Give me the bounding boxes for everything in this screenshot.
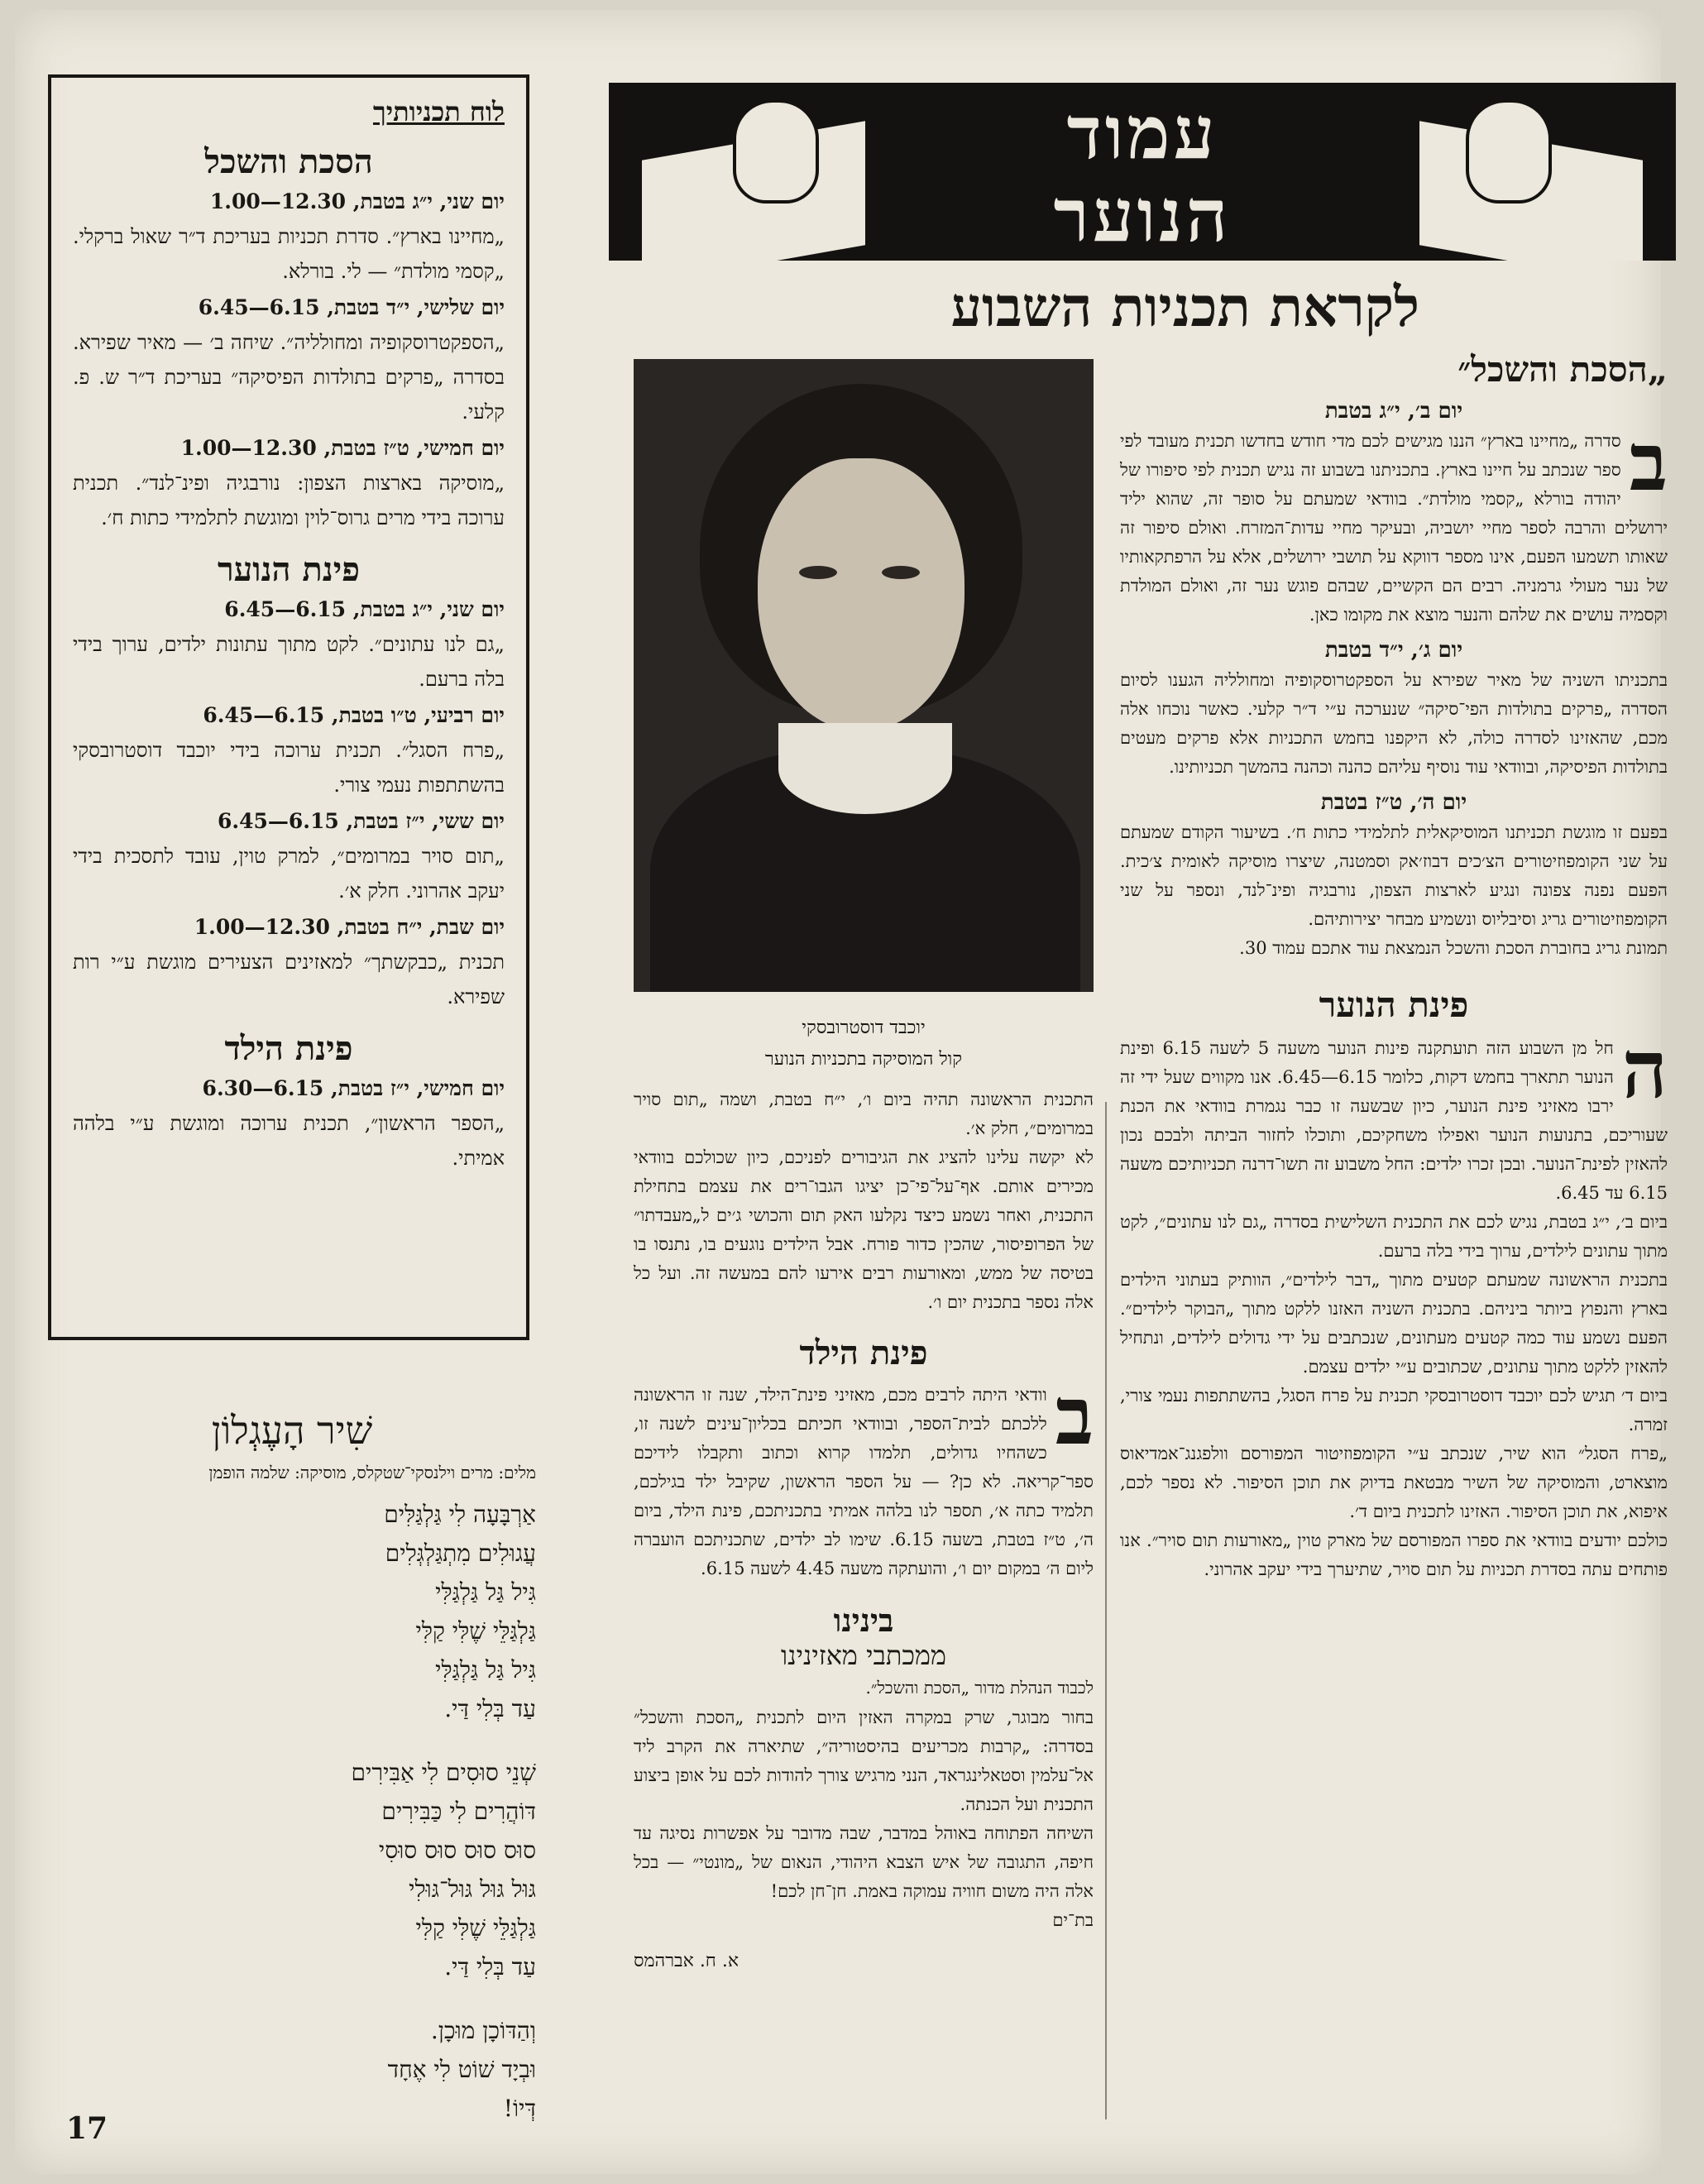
poem-line: שְׁנֵי סוּסִים לִי אַבִּירִים <box>351 1759 536 1786</box>
middle-column <box>634 1085 1094 1971</box>
article-paragraph: בתכנית הראשונה שמעתם קטעים מתוך „דבר לילדים״, הוותיק בעתוני הילדים בארץ והנפוץ ביותר ביניהם. בתכנית השניה האזנו ללקט מתוך „הבוקר לילדים״. הפעם נשמע עוד כמה קטעים מעתונים, שנכתבים על ידי גדולים לילדים, ונתחיל להאזין ללקט מתוך עתונים, שכתובים ע״י ילדים עצמם. <box>1120 1270 1668 1377</box>
letter-place: בת־ים <box>1052 1910 1094 1930</box>
caption-role: קול המוסיקה בתכניות הנוער <box>764 1049 963 1070</box>
schedule-title: לוח תכניותיך <box>373 96 505 127</box>
drop-cap: ה <box>1621 1023 1668 1116</box>
page-headline: לקראת תכניות השבוע <box>950 275 1419 339</box>
schedule-section-title: פינת הילד <box>224 1029 353 1068</box>
poem-title: שִׁיר הָעֶגְלוֹן <box>211 1408 373 1453</box>
schedule-entry-date: יום רביעי, ט״ו בטבת, 6.15—6.45 <box>203 703 505 727</box>
schedule-entry-text: „פרח הסגל״. תכנית ערוכה בידי יוכבד דוסטרובסקי בהשתתפות נעמי צורי. <box>73 739 505 797</box>
article-paragraph: ביום ב׳, י״ג בטבת, נגיש לכם את התכנית השלישית בסדרה „גם לנו עתונים״, לקט מתוך עתונים לילדים, ערוך בידי בלה ברעם. <box>1120 1212 1668 1261</box>
schedule-entry-date: יום חמישי, ט״ז בטבת, 12.30—1.00 <box>180 436 505 460</box>
schedule-section-title: הסכת והשכל <box>204 142 373 181</box>
right-column <box>1120 349 1668 1584</box>
schedule-entry-text: „גם לנו עתונים״. לקט מתוך עתונות ילדים, ערוך בידי בלה ברעם. <box>73 633 505 691</box>
caption-name: יוכבד דוסטרובסקי <box>802 1018 926 1038</box>
letter-paragraph: השיחה הפתוחה באוהל במדבר, שבה מדובר על אפשרות נסיגה עד חיפה, התגובה של איש הצבא היהודי, הנאום של „מונטי״ — בכל אלה היה משום חוויה עמוקה באמת. חן־חן לכם! <box>634 1823 1094 1901</box>
article-paragraph: ביום ד׳ תגיש לכם יוכבד דוסטרובסקי תכנית על פרח הסגל, בהשתתפות נעמי צורי, זמרה. <box>1120 1386 1668 1434</box>
photo-caption <box>634 1013 1094 1075</box>
article-paragraph: לא יקשה עלינו להציג את הגיבורים לפניכם, כיון שכולכם בוודאי מכירים אותם. אף־על־פי־כן יציגו הגבו־רים את עצמם בתחילת התכנית, ואחר נשמע כיצד נקלעו האק תום והכושי ג׳ים ל„מעבדתו״ של הפרופיסור, שהכין כדור פורח. אבל הילדים נוגעים בו, נתנסו בו בטיסה של ממש, ומאורעות רבים אירעו להם במעשה זה. ועל כל אלה נספר בתכנית יום ו׳. <box>634 1147 1094 1312</box>
schedule-entry-text: „הספקטרוסקופיה ומחולליה״. שיחה ב׳ — מאיר שפירא. בסדרה „פרקים בתולדות הפיסיקה״ בעריכת ד״ר ש. פ. קלעי. <box>73 331 505 424</box>
section-heading: „הסכת והשכל״ <box>1457 349 1668 390</box>
poem-line: דּוֹהֲרִים לִי כַּבִּירִים <box>381 1798 536 1825</box>
letters-subheading: ממכתבי מאזינינו <box>781 1640 946 1671</box>
poem-line: גִּיל גַּל גַּלְגַּלִּי <box>435 1656 536 1684</box>
section-heading: פינת הנוער <box>1319 984 1469 1025</box>
poem-block <box>48 1408 536 2122</box>
article-paragraph: התכנית הראשונה תהיה ביום ו׳, י״ח בטבת, ושמה „תום סויר במרומים״, חלק א׳. <box>634 1090 1094 1138</box>
article-paragraph: כולכם יודעים בוודאי את ספרו המפורסם של מארק טוין „מאורעות תום סויר״. אנו פותחים עתה בסדרת תכניות על תום סויר, שתיערך בידי יעקב אהרוני. <box>1120 1530 1668 1579</box>
poem-line: וּבְיָד שׁוֹט לִי אֶחָד <box>387 2056 536 2083</box>
schedule-entry-date: יום שבת, י״ח בטבת, 12.30—1.00 <box>194 915 505 939</box>
schedule-entry-date: יום שני, י״ג בטבת, 12.30—1.00 <box>209 189 505 213</box>
poem-line: וְהַדּוֹכָן מוּכָן. <box>430 2017 536 2044</box>
letter-salutation: לכבוד הנהלת מדור „הסכת והשכל״. <box>865 1678 1094 1698</box>
poem-line: גִּיל גַּל גַּלְגַּלִּי <box>435 1578 536 1606</box>
schedule-entry-text: „תום סויר במרומים״, למרק טוין, עובד לתסכית בידי יעקב אהרוני. חלק א׳. <box>73 845 505 903</box>
poem-line: אַרְבָּעָה לִי גַּלְגַּלִּים <box>384 1501 536 1528</box>
masthead-title-line1: עמוד <box>1066 89 1218 175</box>
letters-heading: בינינו <box>833 1602 894 1639</box>
article-paragraph: בפעם זו מוגשת תכניתנו המוסיקאלית לתלמידי כתות ח׳. בשיעור הקודם שמעתם על שני הקומפוזיטורים הצ׳כים דבוז׳אק וסמטנה, שיצרו מוסיקה לאומית צ׳כית. הפעם נפנה צפונה ונגיע לארצות הצפון, נורבגיה ופינ־לנד, ונספר על שני הקומפוזיטורים גריג וסיבליוס ונשמיע מבחר יצירותיהם. <box>1120 822 1668 929</box>
schedule-entry-text: „מחיינו בארץ״. סדרת תכניות בעריכת ד״ר שאול ברקלי. „קסמי מולדת״ — לי. בורלא. <box>73 225 505 283</box>
poem-line: דְּיוֹ! <box>503 2095 536 2122</box>
masthead-title-line2: הנוער <box>1053 172 1232 258</box>
article-paragraph: ה חל מן השבוע הזה תועתקנה פינות הנוער משעה 5 לשעה 6.15 ופינת הנוער תתארך בחמש דקות, כלומר 6.15—6.45. אנו מקווים שעל ידי זה ירבו מאזיני פינת הנוער, כיון שבשעה זו כבר נגמרת בוודאי את הכנת שעוריכם, בתנועות הנוער ואפילו משחקיכם, ותוכלו לחזור הביתה ולבכם נכון להאזין לפינת־הנוער. ובכן זכרו ילדים: החל משבוע זה תשו־דרנה תכניותיכם משעה 6.15 עד 6.45. <box>1120 1023 1668 1203</box>
day-heading: יום ה׳, ט״ז בטבת <box>1320 790 1467 815</box>
drop-cap: ב <box>1055 1369 1094 1463</box>
drop-cap: ב <box>1629 415 1668 509</box>
poem-line: עַד בְּלִי דַּי. <box>444 1953 536 1980</box>
schedule-entry-date: יום שני, י״ג בטבת, 6.15—6.45 <box>224 597 505 621</box>
poem-line: עֲגוּלִים מִתְגַּלְגְּלִים <box>385 1540 536 1567</box>
poem-line: גַּלְגַּלֵּי שֶׁלִּי קַלִּי <box>415 1617 536 1645</box>
schedule-entry-text: „הספר הראשון״, תכנית ערוכה ומוגשת ע״י בלהה אמיתי. <box>73 1112 505 1170</box>
schedule-entry-date: יום חמישי, י״ז בטבת, 6.15—6.30 <box>202 1076 505 1100</box>
column-divider <box>1105 1102 1107 2119</box>
schedule-box <box>48 74 529 1340</box>
article-paragraph: בתכניתו השניה של מאיר שפירא על הספקטרוסקופיה ומחולליה הגענו לסיום הסדרה „פרקים בתולדות הפי־סיקה״ שנערכה ע״י ד״ר קלעי. כאשר נוכחו אלה מכם, שהאזינו לסדרה כולה, לא היקפנו בחמש התכניות אלא פרקים מעטים בתולדות הפיסיקה, ובוודאי עוד נוסיף עליהם כהנה וכהנה בהמשך תכניותינו. <box>1120 670 1668 777</box>
poem-line: סוּס סוּס סוּס סוּסִי <box>378 1837 536 1864</box>
letter-paragraph: בחור מבוגר, שרק במקרה האזין היום לתכנית „הסכת והשכל״ בסדרה: „קרבות מכריעים בהיסטוריה״, שתיארה את הקרב ליד אל־עלמין וסטאלינגראד, הנני מרגיש צורך להודות לכם על אופן ביצוע התכנית ועל הכנתה. <box>634 1707 1094 1814</box>
poem-line: עַד בְּלִי דַּי. <box>444 1695 536 1722</box>
page-number: 17 <box>66 2111 108 2146</box>
schedule-entry-text: „מוסיקה בארצות הצפון: נורבגיה ופינ־לנד״. תכנית ערוכה בידי מרים גרוס־לוין ומוגשת לתלמידי כתות ח׳. <box>73 472 505 529</box>
poem-credit: מלים: מרים וילנסקי־שטקלס, מוסיקה: שלמה הופמן <box>208 1463 536 1482</box>
schedule-entry-text: תכנית „כבקשתך״ למאזינים הצעירים מוגשת ע״י רות שפירא. <box>73 951 505 1008</box>
article-paragraph: ב וודאי היתה לרבים מכם, מאזיני פינת־הילד, שנה זו הראשונה ללכתם לבית־הספר, ובוודאי חכיתם בכליון־עינים לשנה זו, כשהחיו גדולים, תלמדו קרוא וכתוב ותקבלו לידיכם ספר־קריאה. לא כן? — על הספר הראשון, שקיבל ילד בגילכם, תלמיד כתה א׳, תספר לנו בלהה אמיתי בתכניתכם, פינת הילד, ביום ה׳, ט״ז בטבת, בשעה 6.15. שימו לב ילדים, שתכניתכם הועברה ליום ה׳ במקום יום ו׳, והועתקה משעה 4.45 לשעה 6.15. <box>634 1369 1094 1578</box>
article-paragraph: תמונת גריג בחוברת הסכת והשכל הנמצאת עוד אתכם עמוד 30. <box>1239 938 1668 958</box>
letter-signature: א. ח. אברהמס <box>634 1951 740 1971</box>
day-heading: יום ג׳, י״ד בטבת <box>1324 638 1463 663</box>
poem-line: גַּלְגַּלֵּי שֶׁלִּי קַלִּי <box>415 1914 536 1942</box>
schedule-section-title: פינת הנוער <box>217 550 361 589</box>
magazine-page <box>15 10 1668 2174</box>
schedule-entry-date: יום ששי, י״ז בטבת, 6.15—6.45 <box>218 809 505 833</box>
portrait-photo <box>634 359 1094 992</box>
article-paragraph: „פרח הסגל״ הוא שיר, שנכתב ע״י הקומפוזיטור המפורסם וולפגנג־אמדיאוס מוצארט, והמוסיקה של השיר מבטאת בדיוק את תוכן הסיפור. לא נספר לכם, איפוא, את תוכן הסיפור. האזינו לתכנית ביום ד׳. <box>1120 1444 1668 1521</box>
day-heading: יום ב׳, י״ג בטבת <box>1324 399 1463 424</box>
masthead-banner <box>609 83 1676 261</box>
poem-line: גּוּל גּוּל גּוּל־גּוּלִי <box>409 1875 536 1903</box>
section-heading: פינת הילד <box>799 1334 928 1372</box>
schedule-entry-date: יום שלישי, י״ד בטבת, 6.15—6.45 <box>198 295 505 319</box>
article-paragraph: ב סדרה „מחיינו בארץ״ הננו מגישים לכם מדי חודש בחדשו תכנית מעובד לפי ספר שנכתב על חיינו בארץ. בתכניתנו בשבוע זה נגיש תכנית לפי סיפורו של יהודה בורלא „קסמי מולדת״. בוודאי שמעתם על סופר זה, שהוא יליד ירושלים והרבה לספר מחיי יושביה, ובעיקר מחיי עדות־המזרח. ואולם סיפור זה שאותו תשמעו הפעם, אינו מספר דווקא על תושבי ירושלים, אלא על הרפתקאותיו של נער מעולי גרמניה. רבים הם הקשיים, שבהם פוגש נער זה, ואולם המולדת וקסמיה עושים את שלהם והנער מוצא את מקומו כאן. <box>1120 415 1668 625</box>
